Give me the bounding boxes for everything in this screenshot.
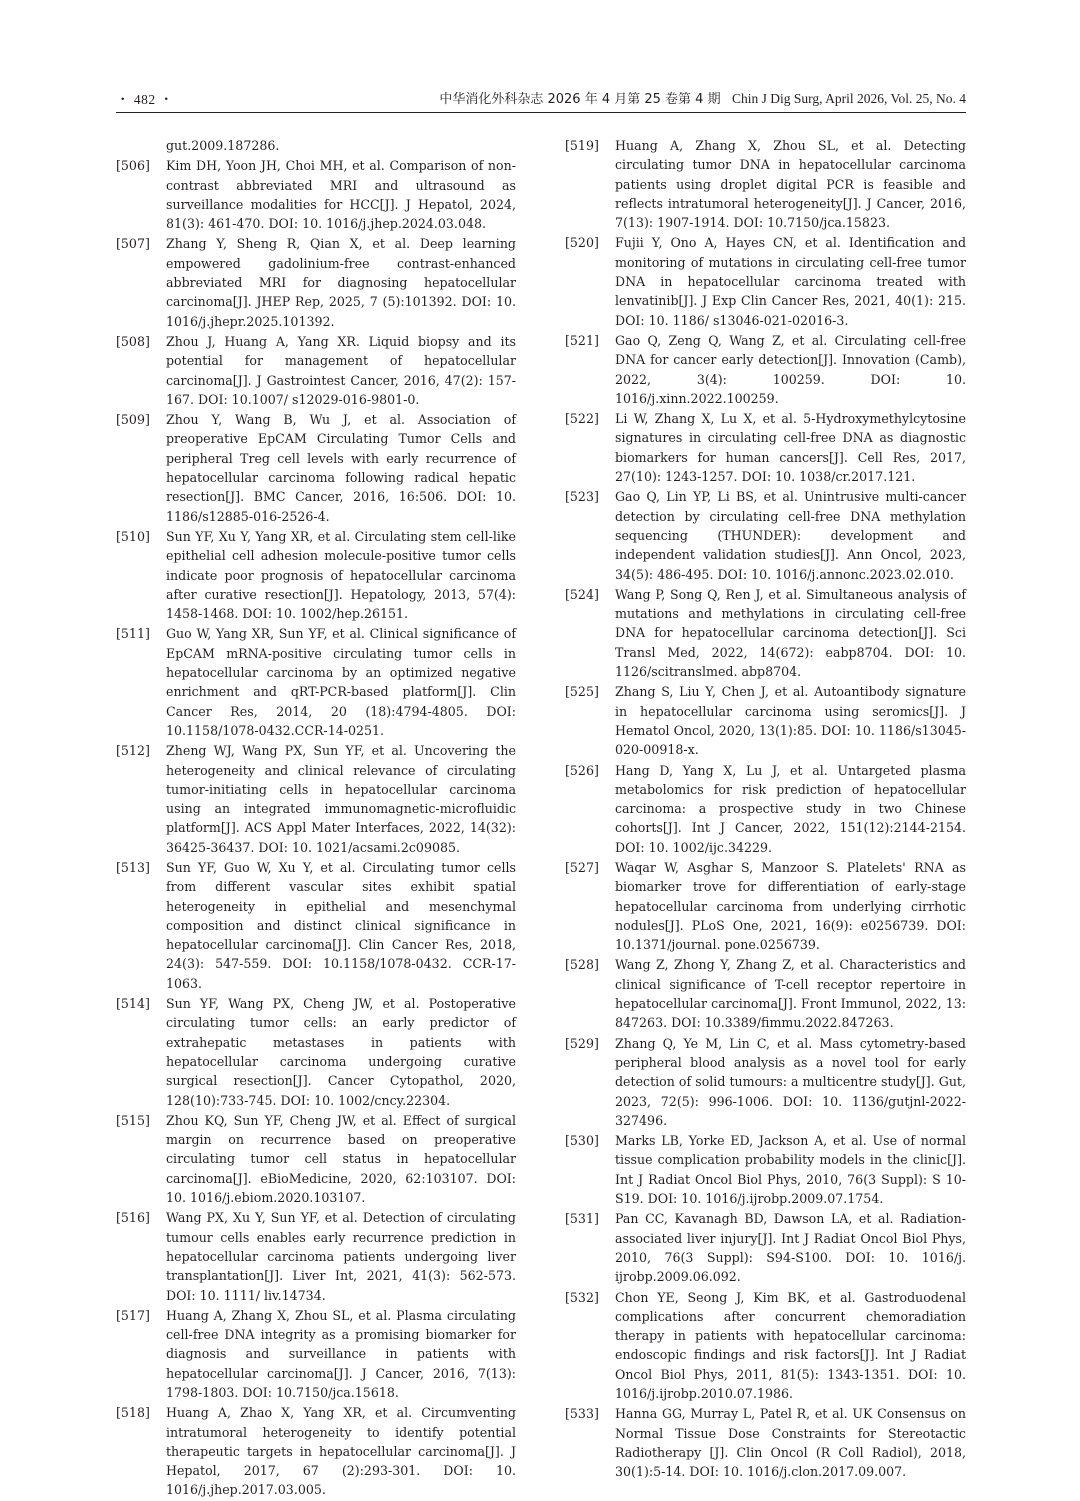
reference-text: Huang A, Zhang X, Zhou SL, et al. Detecting circulating tumor DNA in hepatocellular carcinoma patients using droplet digital PCR is feasible and reflects intratumoral heterogeneity[J]. J Cancer, 2016, 7(13): 1907-1914. DOI: 10.7150/jca.15823. (615, 138, 966, 231)
reference-text: Fujii Y, Ono A, Hayes CN, et al. Identification and monitoring of mutations in circulating cell-free tumor DNA in hepatocellular carcinoma treated with lenvatinib[J]. J Exp Clin Cancer Res, 2021, 40(1): 215. DOI: 10. 1186/ s13046-021-02016-3. (615, 235, 966, 328)
reference-number: [525] (565, 684, 599, 700)
reference-number: [506] (116, 158, 150, 174)
reference-entry (116, 624, 516, 740)
reference-number: [519] (565, 138, 599, 153)
header-divider (116, 112, 966, 113)
reference-entry (565, 1034, 966, 1130)
reference-text: Kim DH, Yoon JH, Choi MH, et al. Comparison of non-contrast abbreviated MRI and ultrasound as surveillance modalities for HCC[J]. J Hepatol, 2024, 81(3): 461-470. DOI: 10. 1016/j.jhep.2024.03.048. (166, 158, 516, 232)
reference-number: [527] (565, 859, 599, 875)
reference-text: Sun YF, Wang PX, Cheng JW, et al. Postoperative circulating tumor cells: an early predictor of extrahepatic metastases in patients with hepatocellular carcinoma undergoing curative surgical resection[J]. Cancer Cytopathol, 2020, 128(10):733-745. DOI: 10. 1002/cncy.22304. (166, 996, 516, 1108)
reference-text: Zhang Q, Ye M, Lin C, et al. Mass cytometry-based peripheral blood analysis as a novel tool for early detection of solid tumours: a multicentre study[J]. Gut, 2023, 72(5): 996-1006. DOI: 10. 1136/gutjnl-2022-327496. (615, 1035, 966, 1128)
reference-entry (116, 858, 516, 993)
reference-text: Waqar W, Asghar S, Manzoor S. Platelets' RNA as biomarker trove for differentiation of early-stage hepatocellular carcinoma from underlying cirrhotic nodules[J]. PLoS One, 2021, 16(9): e0256739. DOI: 10.1371/journal. pone.0256739. (615, 859, 966, 953)
page-number: ・ 482 ・ (116, 92, 174, 107)
reference-number: [510] (116, 528, 150, 544)
reference-entry (116, 156, 516, 233)
reference-text: Zhou J, Huang A, Yang XR. Liquid biopsy and its potential for management of hepatocellular carcinoma[J]. J Gastrointest Cancer, 2016, 47(2): 157-167. DOI: 10.1007/ s12029-016-9801-0. (166, 333, 516, 407)
reference-entry (565, 1209, 966, 1286)
reference-number: [511] (116, 626, 150, 642)
reference-entry (565, 682, 966, 759)
reference-entry (116, 410, 516, 526)
reference-number: [518] (116, 1405, 150, 1421)
reference-number: [509] (116, 412, 150, 428)
reference-number: [533] (565, 1406, 599, 1422)
reference-number: [523] (565, 489, 599, 505)
reference-entry (116, 1403, 516, 1499)
reference-text: Hanna GG, Murray L, Patel R, et al. UK Consensus on Normal Tissue Dose Constraints for Stereotactic Radiotherapy [J]. Clin Oncol (R Coll Radiol), 2018, 30(1):5-14. DOI: 10. 1016/j.clon.2017.09.007. (615, 1406, 966, 1480)
reference-text: Wang P, Song Q, Ren J, et al. Simultaneous analysis of mutations and methylations in circulating cell-free DNA for hepatocellular carcinoma detection[J]. Sci Transl Med, 2022, 14(672): eabp8704. DOI: 10. 1126/scitranslmed. abp8704. (615, 586, 966, 680)
reference-entry (565, 1131, 966, 1208)
reference-text: Sun YF, Xu Y, Yang XR, et al. Circulating stem cell-like epithelial cell adhesion molecule-positive tumor cells indicate poor prognosis of hepatocellular carcinoma after curative resection[J]. Hepatology, 2013, 57(4): 1458-1468. DOI: 10. 1002/hep.26151. (166, 528, 516, 622)
reference-text: Hang D, Yang X, Lu J, et al. Untargeted plasma metabolomics for risk prediction of hepatocellular carcinoma: a prospective study in two Chinese cohorts[J]. Int J Cancer, 2022, 151(12):2144-2154. DOI: 10. 1002/ijc.34229. (615, 762, 966, 855)
reference-number: [520] (565, 235, 599, 251)
journal-title-english: Chin J Dig Surg, April 2026, Vol. 25, No. 4 (731, 91, 966, 106)
reference-text: Gao Q, Lin YP, Li BS, et al. Unintrusive multi-cancer detection by circulating cell-free DNA methylation sequencing (THUNDER): development and independent validation studies[J]. Ann Oncol, 2023, 34(5): 486-495. DOI: 10. 1016/j.annonc.2023.02.010. (615, 489, 966, 582)
reference-number: [528] (565, 957, 599, 973)
reference-text: Guo W, Yang XR, Sun YF, et al. Clinical significance of EpCAM mRNA-positive circulating tumor cells in hepatocellular carcinoma by an optimized negative enrichment and qRT-PCR-based platform[J]. Clin Cancer Res, 2014, 20 (18):4794-4805. DOI: 10.1158/1078-0432.CCR-14-0251. (166, 626, 516, 738)
reference-number: [513] (116, 859, 150, 875)
reference-entry (116, 1306, 516, 1402)
journal-title-chinese: 中华消化外科杂志 2026 年 4 月第 25 卷第 4 期 (439, 92, 721, 107)
reference-number: [531] (565, 1211, 599, 1227)
reference-entry (565, 585, 966, 681)
reference-text: Huang A, Zhang X, Zhou SL, et al. Plasma circulating cell-free DNA integrity as a promising biomarker for diagnosis and surveillance in patients with hepatocellular carcinoma[J]. J Cancer, 2016, 7(13): 1798-1803. DOI: 10.7150/jca.15618. (166, 1307, 516, 1400)
reference-entry (565, 858, 966, 954)
reference-entry (116, 1111, 516, 1207)
reference-number: [515] (116, 1112, 150, 1128)
reference-number: [521] (565, 332, 599, 348)
reference-text: Pan CC, Kavanagh BD, Dawson LA, et al. Radiation-associated liver injury[J]. Int J Radiat Oncol Biol Phys, 2010, 76(3 Suppl): S94-S100. DOI: 10. 1016/j. ijrobp.2009.06.092. (615, 1211, 966, 1285)
reference-entry (565, 761, 966, 857)
reference-number: [514] (116, 996, 150, 1012)
reference-number: [524] (565, 586, 599, 602)
reference-entry (565, 1288, 966, 1404)
reference-entry (116, 741, 516, 857)
reference-text: Huang A, Zhao X, Yang XR, et al. Circumventing intratumoral heterogeneity to identify potential therapeutic targets in hepatocellular carcinoma[J]. J Hepatol, 2017, 67 (2):293-301. DOI: 10. 1016/j.jhep.2017.03.005. (166, 1405, 516, 1498)
reference-text: Zheng WJ, Wang PX, Sun YF, et al. Uncovering the heterogeneity and clinical relevance of circulating tumor-initiating cells in hepatocellular carcinoma using an integrated immunomagnetic-microfluidic platform[J]. ACS Appl Mater Interfaces, 2022, 14(32): 36425-36437. DOI: 10. 1021/acsami.2c09085. (166, 743, 516, 855)
reference-number: [507] (116, 236, 150, 252)
reference-text: Zhang S, Liu Y, Chen J, et al. Autoantibody signature in hepatocellular carcinoma using seromics[J]. J Hematol Oncol, 2020, 13(1):85. DOI: 10. 1186/s13045-020-00918-x. (615, 684, 966, 758)
reference-number: [516] (116, 1210, 150, 1226)
reference-entry (116, 527, 516, 623)
reference-entry (565, 955, 966, 1032)
reference-text: Chon YE, Seong J, Kim BK, et al. Gastroduodenal complications after concurrent chemoradiation therapy in patients with hepatocellular carcinoma: endoscopic findings and risk factors[J]. Int J Radiat Oncol Biol Phys, 2011, 81(5): 1343-1351. DOI: 10. 1016/j.ijrobp.2010.07.1986. (615, 1289, 966, 1401)
reference-number: [517] (116, 1307, 150, 1323)
reference-text: Li W, Zhang X, Lu X, et al. 5-Hydroxymethylcytosine signatures in circulating cell-free DNA as diagnostic biomarkers for human cancers[J]. Cell Res, 2017, 27(10): 1243-1257. DOI: 10. 1038/cr.2017.121. (615, 411, 966, 485)
page-header (116, 86, 966, 110)
reference-entry (565, 487, 966, 583)
reference-entry (565, 1404, 966, 1481)
reference-text: Zhou Y, Wang B, Wu J, et al. Association of preoperative EpCAM Circulating Tumor Cells and peripheral Treg cell levels with early recurrence of hepatocellular carcinoma following radical hepatic resection[J]. BMC Cancer, 2016, 16:506. DOI: 10. 1186/s12885-016-2526-4. (166, 412, 516, 524)
reference-text: Marks LB, Yorke ED, Jackson A, et al. Use of normal tissue complication probability models in the clinic[J]. Int J Radiat Oncol Biol Phys, 2010, 76(3 Suppl): S 10-S19. DOI: 10. 1016/j.ijrobp.2009.07.1754. (615, 1133, 966, 1207)
reference-number: [529] (565, 1035, 599, 1051)
reference-entry (116, 234, 516, 330)
reference-text: Zhang Y, Sheng R, Qian X, et al. Deep learning empowered gadolinium-free contrast-enhanced abbreviated MRI for diagnosing hepatocellular carcinoma[J]. JHEP Rep, 2025, 7 (5):101392. DOI: 10. 1016/j.jhepr.2025.101392. (166, 236, 516, 329)
reference-number: [512] (116, 743, 150, 759)
reference-text: Sun YF, Guo W, Xu Y, et al. Circulating tumor cells from different vascular sites exhibit spatial heterogeneity in epithelial and mesenchymal composition and distinct clinical significance in hepatocellular carcinoma[J]. Clin Cancer Res, 2018, 24(3): 547-559. DOI: 10.1158/1078-0432. CCR-17-1063. (166, 859, 516, 991)
reference-entry (565, 331, 966, 408)
right-reference-column (565, 136, 966, 1482)
reference-entry (116, 994, 516, 1110)
reference-number: [508] (116, 333, 150, 349)
reference-entry (116, 332, 516, 409)
left-reference-column (116, 136, 516, 1501)
reference-entry (116, 1208, 516, 1304)
reference-text: Gao Q, Zeng Q, Wang Z, et al. Circulating cell-free DNA for cancer early detection[J]. Innovation (Camb), 2022, 3(4): 100259. DOI: 10. 1016/j.xinn.2022.100259. (615, 332, 966, 406)
reference-number: [522] (565, 411, 599, 427)
journal-citation (439, 88, 966, 107)
reference-entry (565, 409, 966, 486)
reference-text: Wang Z, Zhong Y, Zhang Z, et al. Characteristics and clinical significance of T-cell receptor repertoire in hepatocellular carcinoma[J]. Front Immunol, 2022, 13: 847263. DOI: 10.3389/fimmu.2022.847263. (615, 957, 966, 1031)
reference-text: Zhou KQ, Sun YF, Cheng JW, et al. Effect of surgical margin on recurrence based on preoperative circulating tumor cell status in hepatocellular carcinoma[J]. eBioMedicine, 2020, 62:103107. DOI: 10. 1016/j.ebiom.2020.103107. (166, 1112, 516, 1206)
reference-entry (565, 233, 966, 329)
reference-continuation: gut.2009.187286. (166, 138, 280, 153)
reference-number: [526] (565, 762, 599, 778)
reference-number: [532] (565, 1289, 599, 1305)
reference-text: Wang PX, Xu Y, Sun YF, et al. Detection of circulating tumour cells enables early recurrence prediction in hepatocellular carcinoma patients undergoing liver transplantation[J]. Liver Int, 2021, 41(3): 562-573. DOI: 10. 1111/ liv.14734. (166, 1210, 516, 1303)
reference-entry (565, 136, 966, 232)
reference-number: [530] (565, 1133, 599, 1149)
